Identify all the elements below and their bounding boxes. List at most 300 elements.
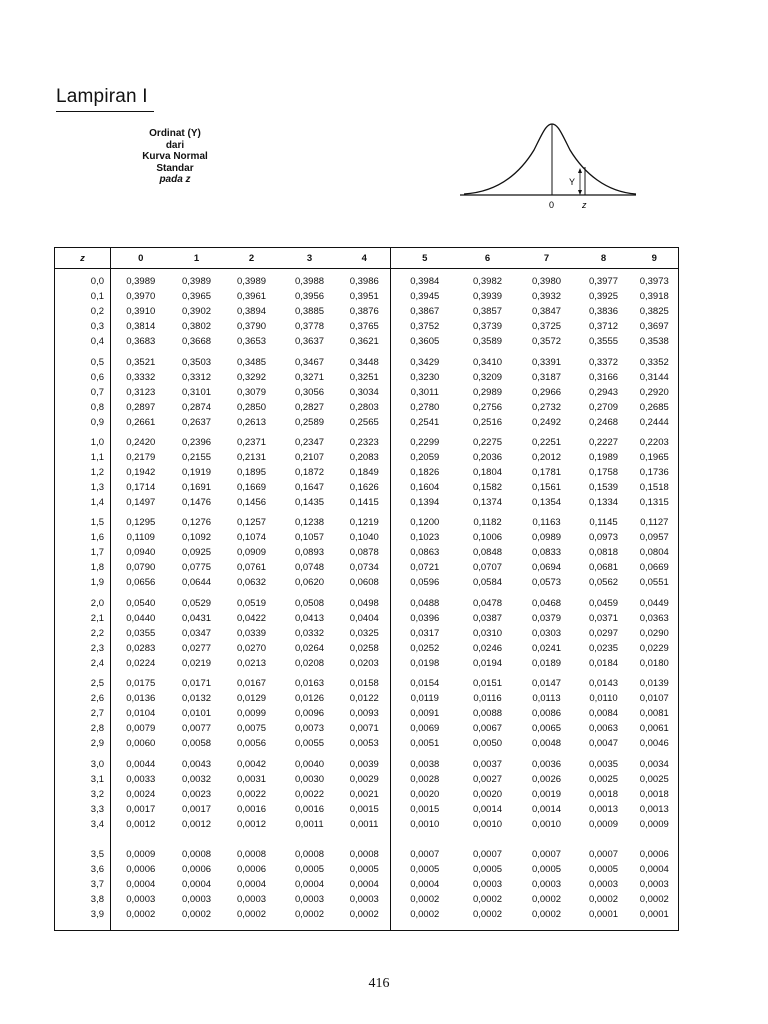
ordinate-value: 0,0909 (236, 547, 267, 559)
ordinate-value: 0,0596 (410, 577, 440, 589)
value-cell (281, 591, 339, 671)
ordinate-value: 0,3989 (126, 276, 156, 287)
ordinate-value: 0,3961 (236, 291, 267, 302)
ordinate-value: 0,0004 (126, 878, 156, 890)
z-cell (55, 671, 111, 751)
value-cell (111, 510, 171, 590)
ordinate-value: 0,0878 (349, 547, 379, 559)
table-row-group (55, 430, 679, 510)
ordinate-value: 0,3555 (588, 336, 619, 347)
value-cell (391, 833, 459, 931)
ordinate-value: 0,0387 (472, 612, 503, 624)
z-value: 2,4 (90, 657, 104, 669)
ordinate-value: 0,0042 (236, 758, 267, 770)
ordinate-value: 0,1826 (410, 466, 440, 478)
ordinate-value: 0,0620 (294, 577, 325, 589)
ordinate-value: 0,3847 (531, 306, 562, 317)
ordinate-value: 0,0043 (181, 758, 212, 770)
value-cell (459, 591, 517, 671)
ordinate-value: 0,0584 (472, 577, 503, 589)
ordinate-value: 0,0003 (639, 878, 669, 890)
header-col-2: 2 (223, 248, 281, 269)
ordinate-value: 0,0091 (410, 708, 440, 720)
ordinate-value: 0,3910 (126, 306, 156, 317)
z-cell (55, 269, 111, 350)
table-row-group (55, 510, 679, 590)
ordinate-value: 0,0147 (531, 678, 562, 690)
z-value: 2,1 (90, 612, 104, 624)
value-cell (111, 430, 171, 510)
value-cell (223, 350, 281, 430)
ordinate-value: 0,0508 (294, 597, 325, 609)
ordinate-value: 0,3448 (349, 356, 379, 368)
ordinate-value: 0,0047 (588, 738, 619, 750)
value-cell (281, 752, 339, 833)
z-value: 1,8 (90, 562, 104, 574)
ordinate-value: 0,3790 (236, 321, 267, 332)
page-heading: Lampiran I (56, 86, 154, 112)
value-cell (459, 671, 517, 751)
value-cell (111, 833, 171, 931)
ordinate-value: 0,0008 (181, 848, 212, 860)
ordinate-value: 0,0040 (294, 758, 325, 770)
ordinate-value: 0,0008 (294, 848, 325, 860)
ordinate-value: 0,0940 (126, 547, 156, 559)
ordinate-value: 0,3123 (126, 386, 156, 398)
ordinate-value: 0,3876 (349, 306, 379, 317)
ordinate-value: 0,0031 (236, 773, 267, 785)
ordinate-value: 0,0050 (472, 738, 503, 750)
value-cell (223, 591, 281, 671)
z-value: 2,7 (90, 708, 104, 720)
ordinate-value: 0,2709 (588, 401, 619, 413)
value-cell (577, 510, 631, 590)
ordinate-value: 0,0213 (236, 657, 267, 669)
header-col-9: 9 (631, 248, 679, 269)
table-row-group (55, 591, 679, 671)
value-cell (223, 510, 281, 590)
ordinate-value: 0,1163 (532, 517, 561, 529)
value-cell (459, 833, 517, 931)
value-cell (517, 350, 577, 430)
ordinate-value: 0,0332 (294, 627, 325, 639)
ordinate-value: 0,0355 (126, 627, 156, 639)
ordinate-value: 0,2637 (181, 416, 212, 428)
ordinate-value: 0,2613 (236, 416, 267, 428)
ordinate-value: 0,0005 (349, 863, 379, 875)
value-cell (339, 833, 391, 931)
ordinate-value: 0,2516 (472, 416, 503, 428)
ordinate-value: 0,1626 (349, 481, 379, 493)
table-row-group (55, 752, 679, 833)
ordinate-value: 0,3857 (472, 306, 503, 317)
table-row-group (55, 269, 679, 350)
ordinate-value: 0,2347 (294, 436, 325, 448)
value-cell (111, 269, 171, 350)
ordinate-value: 0,0371 (588, 612, 619, 624)
z-value: 0,0 (90, 276, 104, 287)
ordinate-value: 0,0007 (472, 848, 503, 860)
ordinate-value: 0,0632 (236, 577, 267, 589)
ordinate-value: 0,3885 (294, 306, 325, 317)
ordinate-value: 0,0065 (531, 723, 562, 735)
ordinate-value: 0,3352 (639, 356, 669, 368)
ordinate-value: 0,3945 (410, 291, 440, 302)
ordinate-value: 0,0151 (472, 678, 503, 690)
z-value: 1,1 (90, 451, 104, 463)
ordinate-value: 0,2780 (410, 401, 440, 413)
ordinate-value: 0,0018 (639, 788, 669, 800)
value-cell (459, 269, 517, 350)
z-value: 0,5 (90, 356, 104, 368)
value-cell (517, 510, 577, 590)
ordinate-value: 0,0061 (639, 723, 669, 735)
ordinate-value: 0,0027 (472, 773, 503, 785)
ordinate-value: 0,2083 (349, 451, 379, 463)
ordinate-value: 0,0038 (410, 758, 440, 770)
ordinate-value: 0,3939 (472, 291, 503, 302)
arrow-down-icon (578, 190, 582, 195)
ordinate-value: 0,0012 (236, 818, 267, 830)
ordinate-value: 0,3836 (588, 306, 619, 317)
ordinate-value: 0,0002 (410, 908, 440, 920)
ordinate-value: 0,2444 (639, 416, 669, 428)
header-col-0: 0 (111, 248, 171, 269)
ordinate-value: 0,3982 (472, 276, 503, 287)
ordinate-value: 0,0075 (236, 723, 267, 735)
value-cell (281, 269, 339, 350)
value-cell (391, 752, 459, 833)
value-cell (517, 752, 577, 833)
ordinate-value: 0,1758 (588, 466, 619, 478)
value-cell (577, 350, 631, 430)
ordinate-value: 0,0167 (236, 678, 267, 690)
value-cell (517, 591, 577, 671)
ordinate-value: 0,0010 (531, 818, 562, 830)
ordinate-value: 0,3989 (181, 276, 212, 287)
ordinate-value: 0,2059 (410, 451, 440, 463)
value-cell (111, 591, 171, 671)
ordinate-value: 0,0004 (236, 878, 267, 890)
z-value: 1,6 (90, 532, 104, 544)
z-value: 3,5 (90, 848, 104, 860)
z-value: 1,5 (90, 517, 104, 529)
ordinate-value: 0,0669 (639, 562, 669, 574)
ordinate-value: 0,2299 (410, 436, 440, 448)
value-cell (339, 430, 391, 510)
ordinate-value: 0,1394 (410, 496, 440, 508)
ordinate-value: 0,3467 (294, 356, 325, 368)
ordinate-value: 0,0529 (181, 597, 212, 609)
z-value: 0,8 (90, 401, 104, 413)
ordinate-value: 0,0180 (639, 657, 669, 669)
ordinate-value: 0,3951 (349, 291, 379, 302)
ordinate-value: 0,0158 (349, 678, 379, 690)
ordinate-value: 0,0002 (472, 893, 503, 905)
value-cell (391, 350, 459, 430)
ordinate-value: 0,0030 (294, 773, 325, 785)
value-cell (339, 350, 391, 430)
value-cell (339, 510, 391, 590)
ordinate-value: 0,0002 (294, 908, 325, 920)
ordinate-value: 0,3814 (126, 321, 156, 332)
ordinate-value: 0,0198 (410, 657, 440, 669)
value-cell (459, 752, 517, 833)
ordinate-value: 0,0002 (588, 893, 619, 905)
ordinate-value: 0,0694 (531, 562, 562, 574)
z-cell (55, 833, 111, 931)
ordinate-value: 0,3778 (294, 321, 325, 332)
ordinate-value: 0,0229 (639, 642, 669, 654)
z-cell (55, 350, 111, 430)
ordinate-value: 0,1040 (349, 532, 379, 544)
ordinate-value: 0,0608 (349, 577, 379, 589)
ordinate-value: 0,0046 (639, 738, 669, 750)
table-row-group (55, 671, 679, 751)
ordinate-value: 0,0413 (294, 612, 325, 624)
ordinate-value: 0,0011 (295, 818, 324, 830)
ordinate-value: 0,0734 (349, 562, 379, 574)
ordinate-value: 0,3752 (410, 321, 440, 332)
ordinate-value: 0,1023 (410, 532, 440, 544)
ordinate-value: 0,0055 (294, 738, 325, 750)
value-cell (281, 833, 339, 931)
ordinate-value: 0,0056 (236, 738, 267, 750)
value-cell (171, 350, 223, 430)
value-cell (517, 269, 577, 350)
ordinate-value: 0,0290 (639, 627, 669, 639)
ordinate-value: 0,2565 (349, 416, 379, 428)
value-cell (631, 430, 679, 510)
ordinate-value: 0,2227 (588, 436, 619, 448)
ordinate-value: 0,0096 (294, 708, 325, 720)
value-cell (631, 269, 679, 350)
ordinate-value: 0,3970 (126, 291, 156, 302)
ordinate-value: 0,1561 (531, 481, 562, 493)
ordinate-value: 0,1182 (473, 517, 502, 529)
caption-line-4: Standar (156, 162, 194, 174)
ordinate-value: 0,0449 (639, 597, 669, 609)
ordinate-value: 0,1736 (639, 466, 669, 478)
ordinate-value: 0,2803 (349, 401, 379, 413)
ordinate-value: 0,3977 (588, 276, 619, 287)
ordinate-value: 0,0093 (349, 708, 379, 720)
ordinate-value: 0,3765 (349, 321, 379, 332)
value-cell (391, 671, 459, 751)
ordinate-value: 0,2989 (472, 386, 503, 398)
z-cell (55, 752, 111, 833)
ordinate-value: 0,3332 (126, 371, 156, 383)
z-cell (55, 510, 111, 590)
ordinate-value: 0,3271 (294, 371, 325, 383)
ordinate-value: 0,0325 (349, 627, 379, 639)
ordinate-value: 0,1219 (349, 517, 379, 529)
ordinate-value: 0,3079 (236, 386, 267, 398)
ordinate-value: 0,3391 (531, 356, 562, 368)
ordinate-value: 0,2131 (236, 451, 267, 463)
ordinate-value: 0,1604 (410, 481, 440, 493)
value-cell (577, 430, 631, 510)
ordinate-value: 0,3101 (181, 386, 212, 398)
z-value: 2,2 (90, 627, 104, 639)
header-z: z (55, 248, 111, 269)
ordinate-value: 0,0010 (472, 818, 503, 830)
ordinate-value: 0,3372 (588, 356, 619, 368)
ordinate-value: 0,3429 (410, 356, 440, 368)
value-cell (631, 833, 679, 931)
ordinate-value: 0,0015 (410, 803, 440, 815)
ordinate-value: 0,0002 (531, 893, 562, 905)
ordinate-value: 0,0022 (294, 788, 325, 800)
z-value: 1,3 (90, 481, 104, 493)
ordinate-value: 0,0748 (294, 562, 325, 574)
ordinate-value: 0,0014 (531, 803, 562, 815)
value-cell (171, 591, 223, 671)
ordinate-value: 0,3011 (410, 386, 439, 398)
ordinate-value: 0,3251 (349, 371, 379, 383)
ordinate-value: 0,0573 (531, 577, 562, 589)
ordinate-value: 0,0270 (236, 642, 267, 654)
ordinate-value: 0,0116 (473, 693, 502, 705)
ordinate-value: 0,2420 (126, 436, 156, 448)
ordinate-value: 0,0036 (531, 758, 562, 770)
ordinate-value: 0,0519 (236, 597, 267, 609)
ordinate-value: 0,3166 (588, 371, 619, 383)
ordinate-value: 0,2012 (531, 451, 562, 463)
ordinate-value: 0,0113 (532, 693, 561, 705)
ordinate-value: 0,3637 (294, 336, 325, 347)
ordinate-value: 0,2756 (472, 401, 503, 413)
ordinate-value: 0,3867 (410, 306, 440, 317)
ordinate-value: 0,0044 (126, 758, 156, 770)
ordinate-value: 0,3683 (126, 336, 156, 347)
ordinate-value: 0,0004 (294, 878, 325, 890)
ordinate-value: 0,0283 (126, 642, 156, 654)
ordinate-value: 0,0136 (126, 693, 156, 705)
header-col-3: 3 (281, 248, 339, 269)
ordinate-value: 0,2275 (472, 436, 503, 448)
value-cell (281, 510, 339, 590)
z-value: 2,6 (90, 693, 104, 705)
ordinate-value: 0,0009 (126, 848, 156, 860)
table-row-group (55, 350, 679, 430)
ordinate-value: 0,2371 (236, 436, 267, 448)
z-value: 3,7 (90, 878, 104, 890)
ordinate-value: 0,0540 (126, 597, 156, 609)
ordinate-value: 0,0339 (236, 627, 267, 639)
ordinate-value: 0,1647 (294, 481, 325, 493)
ordinate-value: 0,0051 (410, 738, 440, 750)
ordinate-value: 0,0033 (126, 773, 156, 785)
value-cell (281, 350, 339, 430)
z-value: 3,0 (90, 758, 104, 770)
ordinate-value: 0,3988 (294, 276, 325, 287)
ordinate-value: 0,1435 (294, 496, 325, 508)
ordinate-value: 0,0013 (639, 803, 669, 815)
z-value: 0,1 (90, 291, 104, 302)
value-cell (391, 269, 459, 350)
value-cell (391, 510, 459, 590)
z-value: 0,7 (90, 386, 104, 398)
ordinate-value: 0,0104 (126, 708, 156, 720)
arrow-up-icon (578, 168, 582, 173)
ordinate-value: 0,1989 (588, 451, 619, 463)
ordinate-value: 0,0363 (639, 612, 669, 624)
ordinate-value: 0,0126 (294, 693, 325, 705)
value-cell (339, 269, 391, 350)
ordinate-value: 0,2920 (639, 386, 669, 398)
value-cell (111, 350, 171, 430)
table-row-group (55, 833, 679, 931)
z-value: 1,7 (90, 547, 104, 559)
ordinate-value: 0,3956 (294, 291, 325, 302)
ordinate-value: 0,0014 (472, 803, 503, 815)
header-col-8: 8 (577, 248, 631, 269)
value-cell (339, 752, 391, 833)
value-cell (459, 430, 517, 510)
value-cell (171, 269, 223, 350)
ordinate-value: 0,0007 (410, 848, 440, 860)
ordinate-value: 0,2897 (126, 401, 156, 413)
value-cell (631, 510, 679, 590)
ordinate-value: 0,3918 (639, 291, 669, 302)
ordinate-value: 0,3802 (181, 321, 212, 332)
table-body (55, 269, 679, 931)
ordinate-value: 0,3485 (236, 356, 267, 368)
z-value: 2,5 (90, 678, 104, 690)
ordinate-value: 0,3312 (181, 371, 212, 383)
ordinate-value: 0,3984 (410, 276, 440, 287)
ordinate-value: 0,3697 (639, 321, 669, 332)
value-cell (577, 833, 631, 931)
ordinate-value: 0,2468 (588, 416, 619, 428)
ordinate-value: 0,0002 (472, 908, 503, 920)
ordinate-value: 0,0012 (181, 818, 212, 830)
ordinate-value: 0,0079 (126, 723, 156, 735)
z-value: 0,9 (90, 416, 104, 428)
ordinate-value: 0,1872 (294, 466, 325, 478)
ordinate-value: 0,0189 (531, 657, 562, 669)
ordinate-value: 0,1895 (236, 466, 267, 478)
ordinate-value: 0,3825 (639, 306, 669, 317)
ordinate-value: 0,0002 (236, 908, 267, 920)
ordinate-value: 0,0017 (126, 803, 156, 815)
value-cell (339, 591, 391, 671)
ordinate-value: 0,0863 (410, 547, 440, 559)
ordinate-value: 0,1374 (472, 496, 503, 508)
z-value: 2,3 (90, 642, 104, 654)
ordinate-value: 0,1669 (236, 481, 267, 493)
ordinate-value: 0,2874 (181, 401, 212, 413)
z-value: 3,6 (90, 863, 104, 875)
ordinate-value: 0,0440 (126, 612, 156, 624)
value-cell (631, 752, 679, 833)
z-value: 3,3 (90, 803, 104, 815)
ordinate-value: 0,3668 (181, 336, 212, 347)
z-value: 3,9 (90, 908, 104, 920)
ordinate-value: 0,1965 (639, 451, 669, 463)
ordinate-value: 0,3410 (472, 356, 503, 368)
ordinate-value: 0,3187 (531, 371, 562, 383)
origin-label: 0 (549, 200, 555, 210)
y-label: Y (569, 177, 576, 187)
ordinate-value: 0,0203 (349, 657, 379, 669)
ordinate-value: 0,0005 (531, 863, 562, 875)
ordinate-value: 0,3209 (472, 371, 503, 383)
ordinate-value: 0,2661 (126, 416, 156, 428)
normal-curve (464, 124, 636, 194)
ordinate-value: 0,3980 (531, 276, 562, 287)
